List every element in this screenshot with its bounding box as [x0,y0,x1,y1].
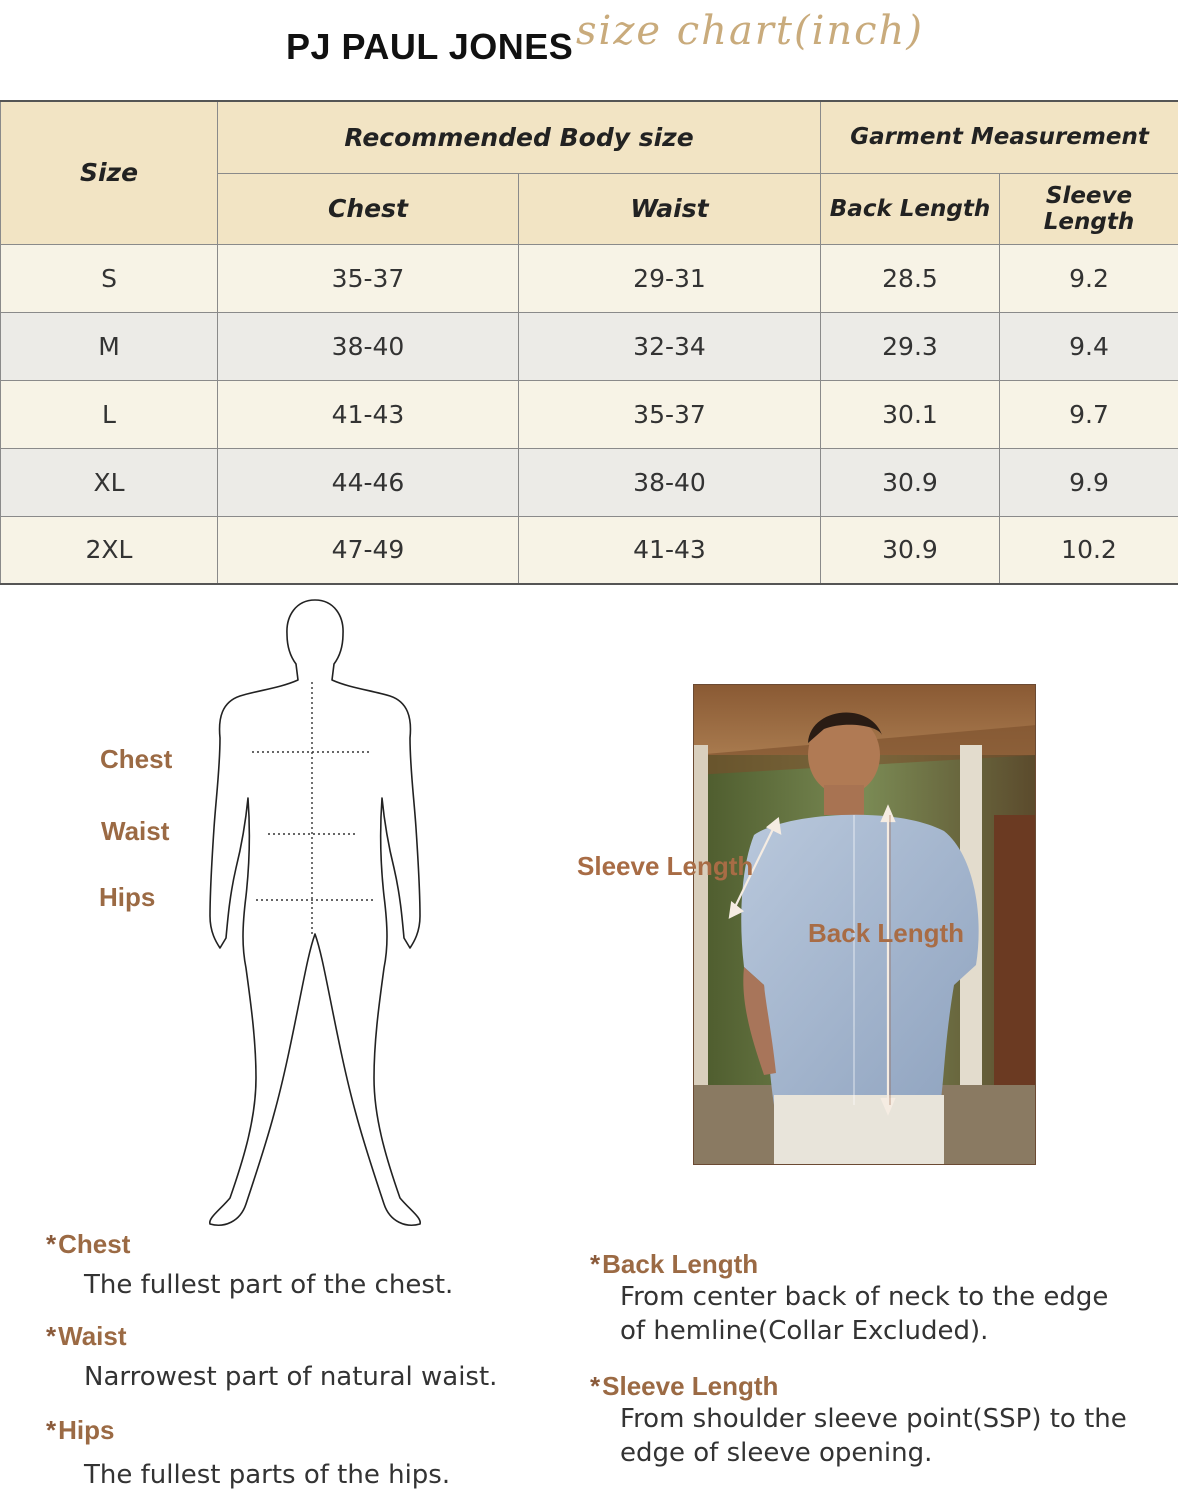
size-cell: S [1,244,218,312]
chart-title [0,0,1178,96]
back-length-label: Back Length [808,918,965,948]
sleeve-length-cell: 9.7 [1000,380,1178,448]
size-chart-script-title: size chart(inch) [576,8,924,54]
size-cell: L [1,380,218,448]
figure-label-waist: Waist [101,816,170,846]
waist-cell: 35-37 [519,380,821,448]
definition-text-line: of hemline(Collar Excluded). [620,1316,989,1346]
definition-term: Sleeve Length [602,1371,779,1401]
size-cell: XL [1,448,218,516]
waist-header: Waist [519,173,821,244]
asterisk-icon: * [46,1229,57,1259]
size-header: Size [1,101,218,244]
definition-text: The fullest part of the chest. [84,1270,454,1300]
chest-cell: 35-37 [218,244,519,312]
definition-term: Chest [58,1229,131,1259]
asterisk-icon: * [590,1249,601,1279]
chest-cell: 38-40 [218,312,519,380]
sleeve-length-cell: 9.4 [1000,312,1178,380]
waist-cell: 41-43 [519,516,821,584]
definition-text-line: From center back of neck to the edge [620,1282,1109,1312]
back-length-cell: 30.9 [821,448,1000,516]
waist-cell: 38-40 [519,448,821,516]
definition-chest [46,1228,606,1302]
asterisk-icon: * [46,1415,57,1445]
sleeve-length-cell: 9.2 [1000,244,1178,312]
definition-back-length [590,1248,1170,1348]
back-length-cell: 30.9 [821,516,1000,584]
back-length-header: Back Length [821,173,1000,244]
sleeve-length-cell: 9.9 [1000,448,1178,516]
definition-text: The fullest parts of the hips. [84,1460,451,1490]
back-length-cell: 30.1 [821,380,1000,448]
table-row [1,448,1178,516]
garment-measurement-definitions [590,1248,1170,1484]
table-row [1,380,1178,448]
asterisk-icon: * [590,1371,601,1401]
body-size-group-header: Recommended Body size [218,101,821,173]
sleeve-length-header: Sleeve Length [1000,173,1178,244]
definition-term: Waist [58,1321,127,1351]
definition-text-line: From shoulder sleeve point(SSP) to the [620,1404,1127,1434]
brand-name: PJ PAUL JONES [286,26,574,67]
definition-waist [46,1320,606,1394]
body-outline-illustration [200,598,430,1228]
back-length-cell: 29.3 [821,312,1000,380]
definition-hips [46,1414,606,1492]
figure-label-hips: Hips [99,882,156,912]
size-table [0,100,1178,585]
table-row [1,244,1178,312]
definition-text-line: edge of sleeve opening. [620,1438,933,1468]
garment-group-header: Garment Measurement [821,101,1178,173]
chest-cell: 44-46 [218,448,519,516]
back-length-cell: 28.5 [821,244,1000,312]
waist-cell: 32-34 [519,312,821,380]
chest-cell: 47-49 [218,516,519,584]
table-row [1,312,1178,380]
definition-term: Hips [58,1415,115,1445]
chest-cell: 41-43 [218,380,519,448]
definition-term: Back Length [602,1249,759,1279]
sleeve-length-cell: 10.2 [1000,516,1178,584]
sleeve-length-label: Sleeve Length [577,851,754,881]
table-row [1,516,1178,584]
definition-text: Narrowest part of natural waist. [84,1362,498,1392]
body-measurement-definitions [46,1228,606,1500]
waist-cell: 29-31 [519,244,821,312]
size-cell: 2XL [1,516,218,584]
figure-label-chest: Chest [100,744,173,774]
definition-sleeve-length [590,1370,1170,1470]
chest-header: Chest [218,173,519,244]
size-cell: M [1,312,218,380]
asterisk-icon: * [46,1321,57,1351]
